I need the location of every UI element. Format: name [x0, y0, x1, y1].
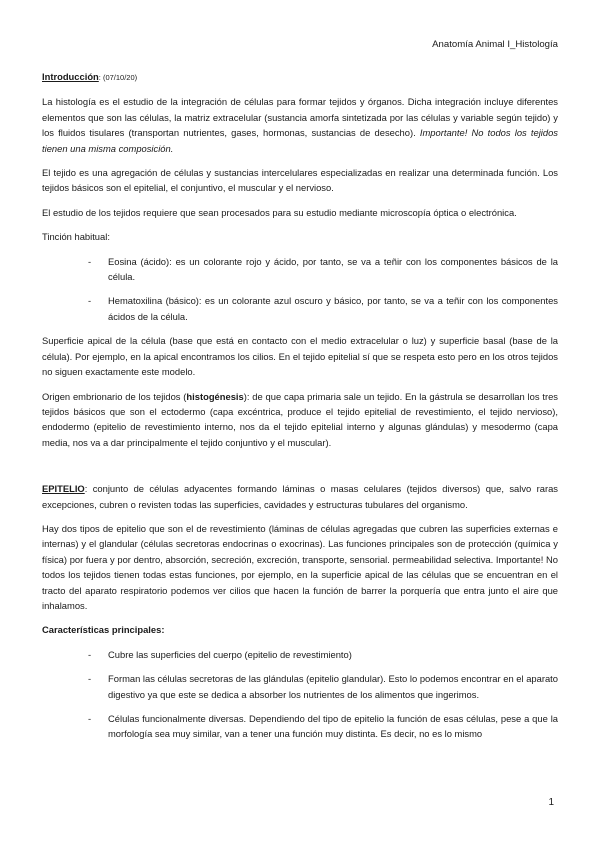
list-item: [42, 293, 558, 324]
intro-paragraph-3: El estudio de los tejidos requiere que sean procesados para su estudio mediante microscopía óptica o electrónica.: [42, 206, 517, 218]
intro-p1-italic: Importante! No todos los tejidos tienen una misma composición.: [42, 127, 558, 154]
dash-bullet: -: [88, 713, 92, 724]
intro-paragraph-2: El tejido es una agregación de células y sustancias intercelulares especializadas en realizar una determinada función. Los tejidos básicos son el epitelial, el conjuntivo, el muscular y el nervioso.: [42, 167, 558, 194]
page-header: Anatomía Animal I_Histología: [432, 39, 558, 50]
feature-item-text: Cubre las superficies del cuerpo (epitelio de revestimiento): [108, 648, 352, 660]
epitelio-p1-text: : conjunto de células adyacentes formando láminas o masas celulares (tejidos diversos) que, salvo raras excepciones, cubren o revisten todas las superficies, cavidades y estructuras tubulares del organismo.: [42, 483, 558, 510]
stain-item-text: Hematoxilina (básico): es un colorante azul oscuro y básico, por tanto, se va a teñir con los componentes ácidos de la célula.: [108, 295, 558, 322]
dash-bullet: -: [88, 295, 92, 307]
intro-paragraph-4: Superficie apical de la célula (base que está en contacto con el medio extracelular o luz) y superficie basal (base de la célula). Por ejemplo, en la apical encontramos los cilios. En el tejido epitelial sí que se respeta esto pero en los otros tejidos no siguen exactamente este modelo.: [42, 335, 558, 378]
dash-bullet: -: [88, 648, 92, 660]
p5-start: Origen embrionario de los tejidos (: [42, 390, 187, 402]
document-body: [42, 69, 558, 751]
list-item: [42, 647, 558, 662]
intro-date: : (07/10/20): [98, 73, 138, 82]
features-title: Características principales:: [42, 624, 165, 636]
dash-bullet: -: [88, 255, 92, 267]
feature-item-text: Forman las células secretoras de las glándulas (epitelio glandular). Esto lo podemos encontrar en el aparato digestivo ya que este se dedica a absorber los nutrientes de los alimentos que ingerimos.: [108, 673, 558, 700]
stain-list: [42, 254, 558, 325]
list-item: [42, 711, 558, 742]
list-item: [42, 671, 558, 702]
epitelio-paragraph-2: Hay dos tipos de epitelio que son el de revestimiento (láminas de células agregadas que cubren las superficies externas e internas) y el glandular (células secretoras endocrinas o exocrinas). Las funciones principales son de protección (química y física) por fuera y por dentro, absorción, secreción, excreción, transporte, sensorial. permeabilidad selectiva. Importante! No todos los tejidos tienen todas estas funciones, por ejemplo, en la superficie apical de las células que se encuentran en el tracto del aparato respiratorio podemos ver cilios que hacen la función de barrer la porquería que entra junto el aire que inhalamos.: [42, 522, 558, 611]
stain-item-text: Eosina (ácido): es un colorante rojo y ácido, por tanto, se va a teñir con los componentes básicos de la célula.: [108, 255, 558, 283]
p5-end: ): de que capa primaria sale un tejido. En la gástrula se desarrollan los tres tejidos básicos que son el ectodermo (capa excéntrica, produce el tejido epitelial de revestimiento, el tejido nervioso), endodermo (epitelio de revestimiento interno, nos da el tejido epitelial interno y algunas glándulas) y mesodermo (capa media, nos va a dar principalmente el tejido conjuntivo y el muscular).: [42, 390, 558, 448]
section-gap: [42, 459, 558, 481]
feature-item-text: Células funcionalmente diversas. Dependiendo del tipo de epitelio la función de esas células, pese a que la morfología sea muy similar, van a tener una función muy distinta. Es decir, no es lo mismo: [108, 713, 558, 740]
dash-bullet: -: [88, 673, 92, 685]
intro-heading-line: [42, 69, 558, 85]
epitelio-paragraph-1: [42, 481, 558, 512]
p5-bold: histogénesis: [186, 390, 244, 402]
stain-title: Tinción habitual:: [42, 231, 110, 243]
intro-p1-text: La histología es el estudio de la integración de células para formar tejidos y órganos. Dicha integración incluye diferentes elementos que son las células, la matriz extracelular (sustancia amorfa sintetizada por las células y variable según tejido) y los fluidos tisulares (transportan nutrientes, gases, hormonas, sustancias de desecho).: [42, 96, 558, 139]
epitelio-heading: EPITELIO: [42, 483, 85, 495]
intro-heading: Introducción: [42, 71, 99, 82]
features-list: [42, 647, 558, 742]
page-number: 1: [548, 797, 554, 808]
list-item: [42, 254, 558, 285]
intro-paragraph-1: [42, 94, 558, 156]
intro-paragraph-5: [42, 389, 558, 451]
